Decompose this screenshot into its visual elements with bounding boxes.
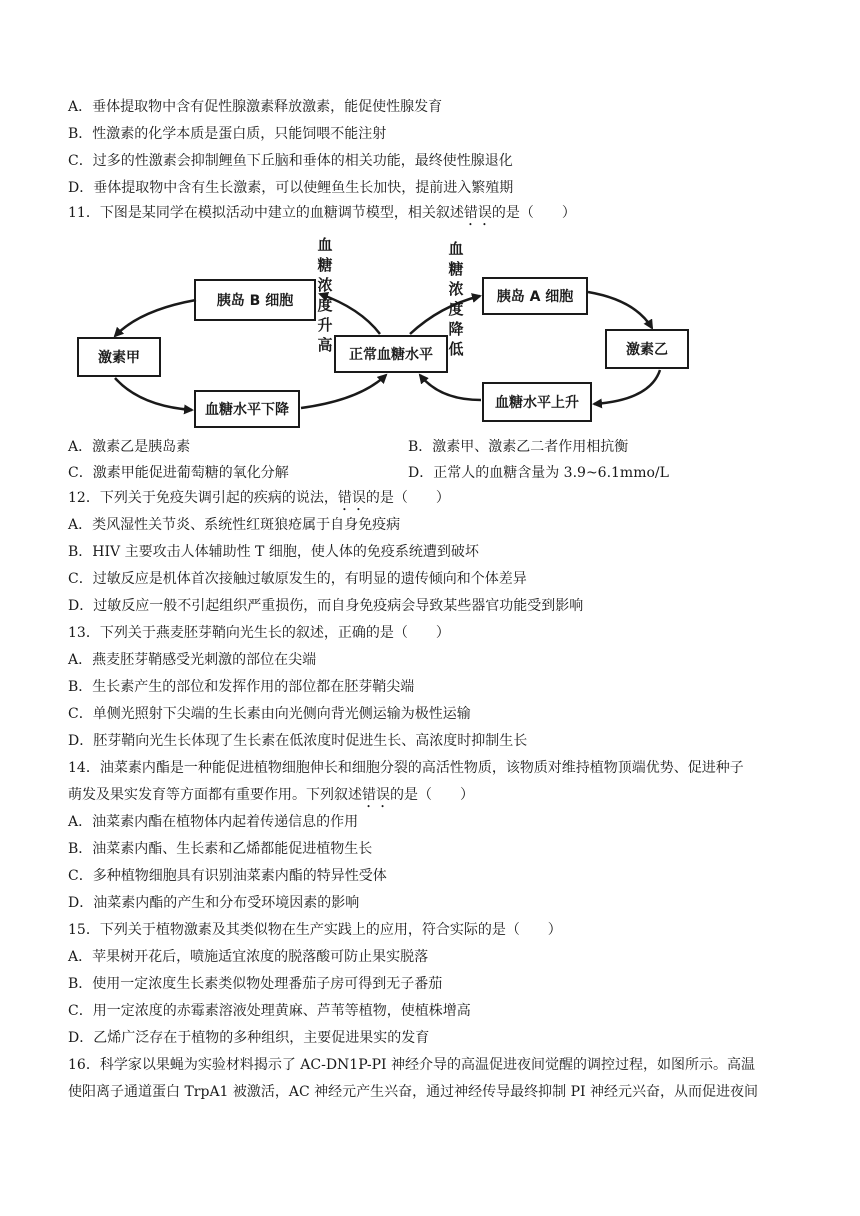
q12-stem-emphasis: 错误 <box>337 490 366 506</box>
q14-option-c: C．多种植物细胞具有识别油菜素内酯的特异性受体 <box>68 868 387 884</box>
q14-option-b: B．油菜素内酯、生长素和乙烯都能促进植物生长 <box>68 841 373 857</box>
q11-stem-emphasis: 错误 <box>463 205 492 221</box>
q10-option-d: D．垂体提取物中含有生长激素，可以使鲤鱼生长加快，提前进入繁殖期 <box>68 180 514 196</box>
q13-option-a: A．燕麦胚芽鞘感受光刺激的部位在尖端 <box>68 652 317 668</box>
islet-b-label: 胰岛 B 细胞 <box>216 293 294 309</box>
q12-stem-post: 的是（ ） <box>365 490 450 506</box>
q15-option-a: A．苹果树开花后，喷施适宜浓度的脱落酸可防止果实脱落 <box>68 949 429 965</box>
q11-stem-pre: 11．下图是某同学在模拟活动中建立的血糖调节模型，相关叙述 <box>68 205 464 221</box>
center-label: 正常血糖水平 <box>349 347 433 363</box>
glucose-down-box <box>195 391 299 427</box>
label-fall-char: 度 <box>448 300 464 318</box>
islet-b-box <box>195 280 315 320</box>
q10-option-b: B．性激素的化学本质是蛋白质，只能饲喂不能注射 <box>68 126 387 142</box>
q12-option-a: A．类风湿性关节炎、系统性红斑狼疮属于自身免疫病 <box>68 517 401 533</box>
arrow-center-to-islet-a <box>410 296 480 334</box>
arrow-glucose-down-to-center <box>301 375 386 408</box>
q15-stem: 15．下列关于植物激素及其类似物在生产实践上的应用，符合实际的是（ ） <box>68 922 562 938</box>
q12-stem <box>68 488 450 508</box>
center-box <box>335 336 447 372</box>
q11-option-a: A．激素乙是胰岛素 <box>68 439 191 455</box>
label-rise-char: 高 <box>317 336 333 354</box>
islet-a-label: 胰岛 A 细胞 <box>496 289 574 305</box>
q10-option-a: A．垂体提取物中含有促性腺激素释放激素，能促使性腺发育 <box>68 99 443 115</box>
label-rise-char: 升 <box>317 316 333 334</box>
q15-option-b: B．使用一定浓度生长素类似物处理番茄子房可得到无子番茄 <box>68 976 443 992</box>
q13-option-d: D．胚芽鞘向光生长体现了生长素在低浓度时促进生长、高浓度时抑制生长 <box>68 733 528 749</box>
arrow-hormone-b-to-glucose-up <box>594 370 660 404</box>
label-fall-char: 糖 <box>448 260 464 278</box>
glucose-down-label: 血糖水平下降 <box>205 402 289 418</box>
hormone-a-box <box>78 338 160 376</box>
arrow-islet-a-to-hormone-b <box>588 292 652 328</box>
q14-stem-line1: 14．油菜素内酯是一种能促进植物细胞伸长和细胞分裂的高活性物质，该物质对维持植物顶端优势、促进种子 <box>68 760 744 776</box>
label-rise-char: 糖 <box>317 256 333 274</box>
label-rise-char: 度 <box>317 296 333 314</box>
q11-option-b: B．激素甲、激素乙二者作用相抗衡 <box>408 439 629 455</box>
q12-option-b: B．HIV 主要攻击人体辅助性 T 细胞，使人体的免疫系统遭到破坏 <box>68 544 479 560</box>
q11-stem <box>68 203 576 223</box>
islet-a-box <box>483 278 587 314</box>
arrow-islet-b-to-hormone-a <box>115 300 196 336</box>
q14-stem-emphasis: 错误 <box>362 787 390 803</box>
q11-options-row1 <box>68 437 629 457</box>
q16-line1: 16．科学家以果蝇为实验材料揭示了 AC-DN1P-PI 神经介导的高温促进夜间觉醒的调控过程，如图所示。高温 <box>68 1057 755 1073</box>
q10-option-c: C．过多的性激素会抑制鲤鱼下丘脑和垂体的相关功能，最终使性腺退化 <box>68 153 513 169</box>
hormone-b-box <box>606 330 688 368</box>
q15-option-d: D．乙烯广泛存在于植物的多种组织，主要促进果实的发育 <box>68 1030 430 1046</box>
q11-option-d: D．正常人的血糖含量为 3.9~6.1mmo/L <box>408 465 669 481</box>
arrow-hormone-a-to-glucose-down <box>115 378 192 410</box>
q16-line2: 使阳离子通道蛋白 TrpA1 被激活，AC 神经元产生兴奋，通过神经传导最终抑制 PI 神经元兴奋，从而促进夜间 <box>68 1084 759 1100</box>
label-fall-char: 低 <box>448 340 464 358</box>
blood-sugar-diagram <box>60 228 800 428</box>
q14-option-a: A．油菜素内酯在植物体内起着传递信息的作用 <box>68 814 359 830</box>
q12-option-d: D．过敏反应一般不引起组织严重损伤，而自身免疫病会导致某些器官功能受到影响 <box>68 598 584 614</box>
glucose-up-label: 血糖水平上升 <box>495 395 579 411</box>
label-fall-char: 降 <box>448 320 464 338</box>
q12-option-c: C．过敏反应是机体首次接触过敏原发生的，有明显的遗传倾向和个体差异 <box>68 571 527 587</box>
q14-option-d: D．油菜素内酯的产生和分布受环境因素的影响 <box>68 895 360 911</box>
label-rise-char: 血 <box>317 236 333 254</box>
q14-stem-line2 <box>68 785 474 805</box>
q14-stem-post: 的是（ ） <box>390 787 474 803</box>
q13-option-c: C．单侧光照射下尖端的生长素由向光侧向背光侧运输为极性运输 <box>68 706 471 722</box>
q11-options-row2 <box>68 463 669 483</box>
label-fall <box>447 240 463 358</box>
q14-stem-pre: 萌发及果实发育等方面都有重要作用。下列叙述 <box>68 787 362 803</box>
q11-stem-post: 的是（ ） <box>491 205 576 221</box>
label-fall-char: 血 <box>448 240 464 258</box>
q11-option-c: C．激素甲能促进葡萄糖的氧化分解 <box>68 465 289 481</box>
label-rise-char: 浓 <box>317 276 333 294</box>
glucose-up-box <box>483 383 591 421</box>
arrow-glucose-up-to-center <box>420 375 481 400</box>
q13-option-b: B．生长素产生的部位和发挥作用的部位都在胚芽鞘尖端 <box>68 679 415 695</box>
hormone-b-label: 激素乙 <box>626 342 668 358</box>
label-fall-char: 浓 <box>448 280 464 298</box>
q15-option-c: C．用一定浓度的赤霉素溶液处理黄麻、芦苇等植物，使植株增高 <box>68 1003 471 1019</box>
hormone-a-label: 激素甲 <box>98 350 140 366</box>
q13-stem: 13．下列关于燕麦胚芽鞘向光生长的叙述，正确的是（ ） <box>68 625 450 641</box>
q12-stem-pre: 12．下列关于免疫失调引起的疾病的说法， <box>68 490 338 506</box>
